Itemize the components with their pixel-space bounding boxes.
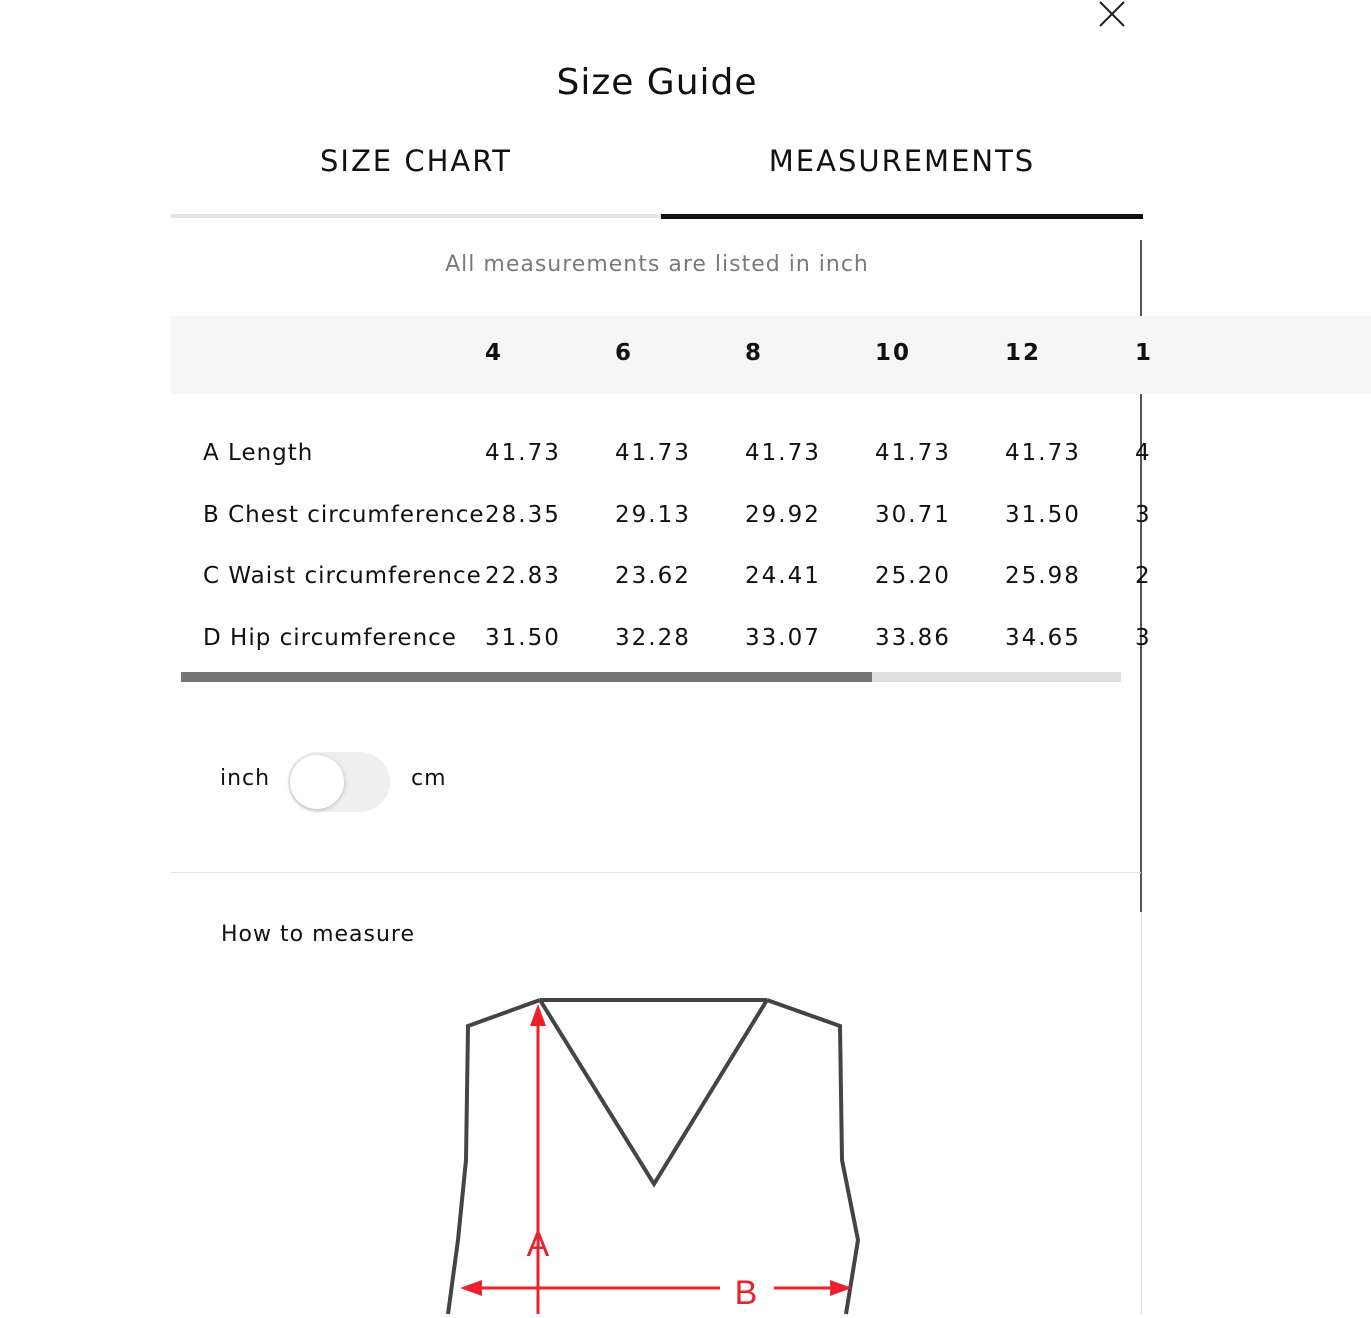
table-cell: 4	[1135, 440, 1152, 466]
table-cell: 29.92	[745, 502, 821, 528]
table-cell: 33.86	[875, 625, 951, 651]
table-cell: 22.83	[485, 563, 561, 589]
vest-right-edge	[767, 1000, 858, 1314]
unit-toggle-row	[220, 750, 520, 812]
size-header: 12	[1005, 340, 1042, 366]
row-label: B Chest circumference	[203, 502, 485, 528]
table-cell: 41.73	[875, 440, 951, 466]
tab-measurements-label: MEASUREMENTS	[768, 144, 1036, 178]
row-label: A Length	[203, 440, 314, 466]
tab-size-chart-label: SIZE CHART	[319, 144, 513, 178]
table-cell: 31.50	[1005, 502, 1081, 528]
size-header: 10	[875, 340, 912, 366]
table-cell: 30.71	[875, 502, 951, 528]
unit-toggle[interactable]	[288, 752, 390, 812]
measurements-table[interactable]	[171, 316, 1154, 686]
table-cell: 29.13	[615, 502, 691, 528]
row-label: C Waist circumference	[203, 563, 482, 589]
page-title: Size Guide	[556, 62, 758, 103]
table-cell: 41.73	[485, 440, 561, 466]
tab-measurements-underline	[661, 214, 1143, 219]
vest-diagram-illustration	[430, 980, 880, 1314]
table-header-row	[171, 316, 1371, 394]
close-icon	[1096, 0, 1128, 30]
size-header: 4	[485, 340, 504, 366]
table-cell: 34.65	[1005, 625, 1081, 651]
tab-bar	[171, 140, 1143, 220]
table-cell: 28.35	[485, 502, 561, 528]
content-border	[1141, 912, 1142, 1314]
vest-neckline	[540, 1000, 767, 1184]
unit-label-cm: cm	[411, 766, 447, 791]
table-cell: 31.50	[485, 625, 561, 651]
row-label: D Hip circumference	[203, 625, 457, 651]
table-cell: 25.20	[875, 563, 951, 589]
tab-size-chart[interactable]	[171, 140, 661, 220]
unit-note: All measurements are listed in inch	[445, 252, 869, 277]
table-cell: 24.41	[745, 563, 821, 589]
table-cell: 32.28	[615, 625, 691, 651]
section-divider	[171, 872, 1141, 873]
table-cell: 25.98	[1005, 563, 1081, 589]
unit-toggle-knob[interactable]	[290, 755, 344, 809]
unit-label-inch: inch	[220, 766, 271, 791]
tab-measurements[interactable]	[661, 140, 1143, 220]
table-scrollbar-thumb[interactable]	[181, 672, 872, 682]
vest-left-edge	[448, 1000, 540, 1314]
table-cell: 33.07	[745, 625, 821, 651]
measure-diagram	[430, 980, 880, 1314]
close-button[interactable]	[1096, 0, 1128, 30]
table-cell: 41.73	[1005, 440, 1081, 466]
tab-size-chart-underline	[171, 214, 661, 218]
measure-b-arrowhead-left	[460, 1280, 482, 1296]
how-to-measure-title: How to measure	[221, 922, 416, 947]
table-cell: 41.73	[745, 440, 821, 466]
table-cell: 3	[1135, 502, 1152, 528]
table-cell: 41.73	[615, 440, 691, 466]
table-cell: 2	[1135, 563, 1152, 589]
size-header: 6	[615, 340, 634, 366]
measure-a-label: A	[526, 1226, 550, 1264]
size-header: 1	[1135, 340, 1154, 366]
measure-b-label: B	[734, 1274, 758, 1312]
table-cell: 23.62	[615, 563, 691, 589]
size-header: 8	[745, 340, 764, 366]
table-cell: 3	[1135, 625, 1152, 651]
